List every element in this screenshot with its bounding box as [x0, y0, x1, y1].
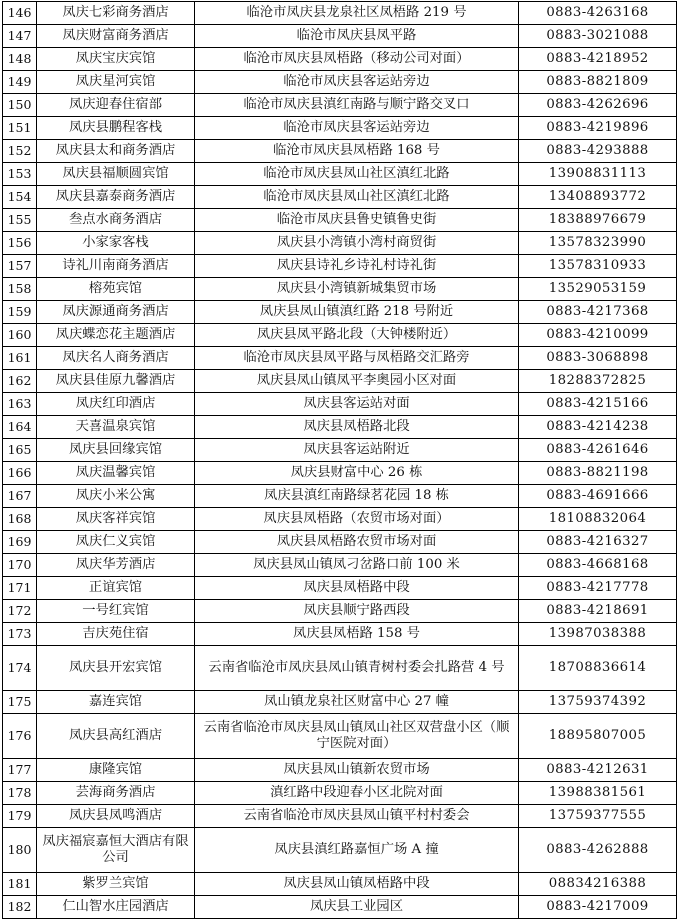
address-cell: 临沧市凤庆县凤平路与凤梧路交汇路旁 [195, 347, 519, 370]
table-row [3, 508, 677, 531]
hotel-name-cell: 凤庆县回缘宾馆 [37, 439, 195, 462]
phone-cell: 13578323990 [519, 232, 677, 255]
address-cell: 凤庆县凤平路北段（大钟楼附近） [195, 324, 519, 347]
address-cell: 凤庆县凤梧路农贸市场对面 [195, 531, 519, 554]
row-number-cell: 172 [3, 600, 37, 623]
address-cell: 临沧市凤庆县凤梧路（移动公司对面） [195, 48, 519, 71]
hotel-name-cell: 凤庆县高红酒店 [37, 714, 195, 759]
row-number-cell: 148 [3, 48, 37, 71]
address-cell: 凤庆县凤梧路北段 [195, 416, 519, 439]
hotel-name-cell: 凤庆温馨宾馆 [37, 462, 195, 485]
phone-cell: 13759374392 [519, 691, 677, 714]
table-row [3, 186, 677, 209]
row-number-cell: 151 [3, 117, 37, 140]
table-row [3, 623, 677, 646]
phone-cell: 18288372825 [519, 370, 677, 393]
row-number-cell: 179 [3, 805, 37, 828]
phone-cell: 0883-4262888 [519, 828, 677, 873]
row-number-cell: 150 [3, 94, 37, 117]
row-number-cell: 180 [3, 828, 37, 873]
row-number-cell: 156 [3, 232, 37, 255]
hotel-name-cell: 榕苑宾馆 [37, 278, 195, 301]
table-row [3, 805, 677, 828]
hotel-table [2, 1, 677, 919]
table-row [3, 209, 677, 232]
phone-cell: 0883-4261646 [519, 439, 677, 462]
address-cell: 凤庆县凤梧路（农贸市场对面） [195, 508, 519, 531]
hotel-name-cell: 芸海商务酒店 [37, 782, 195, 805]
hotel-name-cell: 凤庆七彩商务酒店 [37, 2, 195, 25]
row-number-cell: 178 [3, 782, 37, 805]
hotel-name-cell: 凤庆县佳原九馨酒店 [37, 370, 195, 393]
address-cell: 凤庆县凤山镇凤刁岔路口前 100 米 [195, 554, 519, 577]
table-row [3, 531, 677, 554]
hotel-name-cell: 吉庆苑住宿 [37, 623, 195, 646]
table-row [3, 393, 677, 416]
hotel-name-cell: 凤庆县凤鸣酒店 [37, 805, 195, 828]
row-number-cell: 147 [3, 25, 37, 48]
hotel-name-cell: 凤庆县嘉泰商务酒店 [37, 186, 195, 209]
table-row [3, 25, 677, 48]
phone-cell: 0883-4219896 [519, 117, 677, 140]
address-cell: 临沧市凤庆县客运站旁边 [195, 117, 519, 140]
phone-cell: 0883-4218952 [519, 48, 677, 71]
address-cell: 凤庆县客运站对面 [195, 393, 519, 416]
hotel-name-cell: 凤庆福宸嘉恒大酒店有限公司 [37, 828, 195, 873]
phone-cell: 0883-4214238 [519, 416, 677, 439]
row-number-cell: 154 [3, 186, 37, 209]
table-row [3, 485, 677, 508]
phone-cell: 0883-3068898 [519, 347, 677, 370]
phone-cell: 0883-3021088 [519, 25, 677, 48]
phone-cell: 18895807005 [519, 714, 677, 759]
address-cell: 凤庆县工业园区 [195, 896, 519, 919]
row-number-cell: 163 [3, 393, 37, 416]
table-row [3, 782, 677, 805]
table-row [3, 255, 677, 278]
address-cell: 云南省临沧市凤庆县凤山镇青树村委会扎路营 4 号 [195, 646, 519, 691]
phone-cell: 0883-4263168 [519, 2, 677, 25]
address-cell: 凤庆县顺宁路西段 [195, 600, 519, 623]
table-row [3, 416, 677, 439]
address-cell: 临沧市凤庆县鲁史镇鲁史街 [195, 209, 519, 232]
phone-cell: 0883-4668168 [519, 554, 677, 577]
hotel-name-cell: 叁点水商务酒店 [37, 209, 195, 232]
table-row [3, 646, 677, 691]
phone-cell: 0883-4210099 [519, 324, 677, 347]
row-number-cell: 153 [3, 163, 37, 186]
table-row [3, 347, 677, 370]
hotel-name-cell: 一号红宾馆 [37, 600, 195, 623]
table-row [3, 714, 677, 759]
hotel-name-cell: 凤庆县鹏程客栈 [37, 117, 195, 140]
hotel-name-cell: 凤庆客祥宾馆 [37, 508, 195, 531]
address-cell: 凤庆县凤梧路中段 [195, 577, 519, 600]
table-row [3, 232, 677, 255]
row-number-cell: 152 [3, 140, 37, 163]
address-cell: 凤庆县小湾镇新城集贸市场 [195, 278, 519, 301]
table-row [3, 140, 677, 163]
address-cell: 凤庆县财富中心 26 栋 [195, 462, 519, 485]
row-number-cell: 168 [3, 508, 37, 531]
address-cell: 云南省临沧市凤庆县凤山镇平村村委会 [195, 805, 519, 828]
row-number-cell: 182 [3, 896, 37, 919]
address-cell: 滇红路中段迎春小区北院对面 [195, 782, 519, 805]
address-cell: 凤庆县诗礼乡诗礼村诗礼街 [195, 255, 519, 278]
phone-cell: 08834216388 [519, 873, 677, 896]
address-cell: 凤庆县凤山镇凤平李奥园小区对面 [195, 370, 519, 393]
phone-cell: 13578310933 [519, 255, 677, 278]
hotel-name-cell: 诗礼川南商务酒店 [37, 255, 195, 278]
phone-cell: 18708836614 [519, 646, 677, 691]
row-number-cell: 173 [3, 623, 37, 646]
address-cell: 凤庆县凤山镇新农贸市场 [195, 759, 519, 782]
table-row [3, 2, 677, 25]
table-row [3, 278, 677, 301]
row-number-cell: 155 [3, 209, 37, 232]
table-row [3, 462, 677, 485]
hotel-name-cell: 凤庆县开宏宾馆 [37, 646, 195, 691]
phone-cell: 0883-4218691 [519, 600, 677, 623]
row-number-cell: 176 [3, 714, 37, 759]
row-number-cell: 162 [3, 370, 37, 393]
row-number-cell: 158 [3, 278, 37, 301]
table-row [3, 370, 677, 393]
phone-cell: 0883-4217778 [519, 577, 677, 600]
phone-cell: 0883-4212631 [519, 759, 677, 782]
hotel-name-cell: 正谊宾馆 [37, 577, 195, 600]
row-number-cell: 160 [3, 324, 37, 347]
address-cell: 云南省临沧市凤庆县凤山镇凤山社区双营盘小区（顺宁医院对面） [195, 714, 519, 759]
phone-cell: 13987038388 [519, 623, 677, 646]
phone-cell: 13529053159 [519, 278, 677, 301]
address-cell: 凤庆县凤梧路 158 号 [195, 623, 519, 646]
phone-cell: 18108832064 [519, 508, 677, 531]
phone-cell: 13908831113 [519, 163, 677, 186]
row-number-cell: 170 [3, 554, 37, 577]
hotel-name-cell: 康隆宾馆 [37, 759, 195, 782]
phone-cell: 0883-4215166 [519, 393, 677, 416]
hotel-name-cell: 凤庆县太和商务酒店 [37, 140, 195, 163]
table-row [3, 94, 677, 117]
address-cell: 凤庆县滇红南路绿茗花园 18 栋 [195, 485, 519, 508]
table-row [3, 71, 677, 94]
row-number-cell: 165 [3, 439, 37, 462]
phone-cell: 0883-8821198 [519, 462, 677, 485]
address-cell: 临沧市凤庆县凤山社区滇红北路 [195, 186, 519, 209]
table-row [3, 324, 677, 347]
hotel-name-cell: 紫罗兰宾馆 [37, 873, 195, 896]
phone-cell: 13759377555 [519, 805, 677, 828]
table-row [3, 759, 677, 782]
row-number-cell: 164 [3, 416, 37, 439]
phone-cell: 0883-4262696 [519, 94, 677, 117]
row-number-cell: 161 [3, 347, 37, 370]
table-row [3, 439, 677, 462]
address-cell: 临沧市凤庆县龙泉社区凤梧路 219 号 [195, 2, 519, 25]
hotel-name-cell: 凤庆名人商务酒店 [37, 347, 195, 370]
hotel-name-cell: 凤庆宝庆宾馆 [37, 48, 195, 71]
hotel-name-cell: 嘉连宾馆 [37, 691, 195, 714]
phone-cell: 0883-4691666 [519, 485, 677, 508]
table-row [3, 301, 677, 324]
address-cell: 临沧市凤庆县凤梧路 168 号 [195, 140, 519, 163]
row-number-cell: 149 [3, 71, 37, 94]
hotel-name-cell: 凤庆源通商务酒店 [37, 301, 195, 324]
table-row [3, 577, 677, 600]
hotel-name-cell: 小家家客栈 [37, 232, 195, 255]
table-row [3, 600, 677, 623]
row-number-cell: 146 [3, 2, 37, 25]
address-cell: 临沧市凤庆县凤平路 [195, 25, 519, 48]
row-number-cell: 166 [3, 462, 37, 485]
address-cell: 临沧市凤庆县滇红南路与顺宁路交叉口 [195, 94, 519, 117]
row-number-cell: 175 [3, 691, 37, 714]
phone-cell: 13988381561 [519, 782, 677, 805]
table-row [3, 554, 677, 577]
hotel-name-cell: 凤庆财富商务酒店 [37, 25, 195, 48]
address-cell: 凤山镇龙泉社区财富中心 27 幢 [195, 691, 519, 714]
hotel-name-cell: 凤庆仁义宾馆 [37, 531, 195, 554]
phone-cell: 0883-8821809 [519, 71, 677, 94]
row-number-cell: 174 [3, 646, 37, 691]
table-row [3, 48, 677, 71]
hotel-name-cell: 凤庆小米公寓 [37, 485, 195, 508]
hotel-name-cell: 凤庆星河宾馆 [37, 71, 195, 94]
row-number-cell: 159 [3, 301, 37, 324]
table-row [3, 896, 677, 919]
hotel-name-cell: 仁山智水庄园酒店 [37, 896, 195, 919]
row-number-cell: 171 [3, 577, 37, 600]
hotel-name-cell: 凤庆华芳酒店 [37, 554, 195, 577]
hotel-name-cell: 凤庆迎春住宿部 [37, 94, 195, 117]
row-number-cell: 177 [3, 759, 37, 782]
table-row [3, 691, 677, 714]
row-number-cell: 181 [3, 873, 37, 896]
address-cell: 凤庆县凤山镇凤梧路中段 [195, 873, 519, 896]
address-cell: 凤庆县滇红路嘉恒广场 A 撞 [195, 828, 519, 873]
row-number-cell: 157 [3, 255, 37, 278]
hotel-name-cell: 凤庆县福顺圆宾馆 [37, 163, 195, 186]
phone-cell: 0883-4293888 [519, 140, 677, 163]
hotel-name-cell: 天喜温泉宾馆 [37, 416, 195, 439]
address-cell: 凤庆县客运站附近 [195, 439, 519, 462]
address-cell: 凤庆县凤山镇滇红路 218 号附近 [195, 301, 519, 324]
phone-cell: 0883-4216327 [519, 531, 677, 554]
phone-cell: 0883-4217368 [519, 301, 677, 324]
hotel-name-cell: 凤庆蝶恋花主题酒店 [37, 324, 195, 347]
table-row [3, 117, 677, 140]
phone-cell: 18388976679 [519, 209, 677, 232]
table-row [3, 828, 677, 873]
table-row [3, 873, 677, 896]
hotel-name-cell: 凤庆红印酒店 [37, 393, 195, 416]
address-cell: 临沧市凤庆县客运站旁边 [195, 71, 519, 94]
table-row [3, 163, 677, 186]
row-number-cell: 167 [3, 485, 37, 508]
address-cell: 临沧市凤庆县凤山社区滇红北路 [195, 163, 519, 186]
phone-cell: 13408893772 [519, 186, 677, 209]
row-number-cell: 169 [3, 531, 37, 554]
address-cell: 凤庆县小湾镇小湾村商贸街 [195, 232, 519, 255]
phone-cell: 0883-4217009 [519, 896, 677, 919]
hotel-table-body [3, 2, 677, 919]
